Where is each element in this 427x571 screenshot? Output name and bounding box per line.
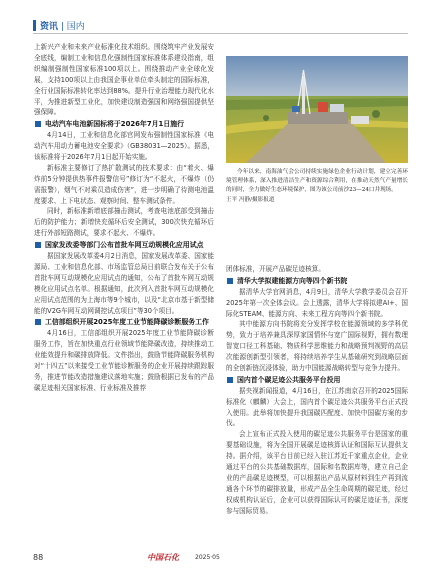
article-paragraph: 会上宣布正式投入使用的碳足迹公共服务平台是国家的重要基础设施，将为全国开展碳足迹核算认证和国际互认提供支持。据介绍，该平台目前已经入驻江苏近千家重点企业，企业通过平台的公共基础数据库，国际和名数据库等，建立自己企业的产品碳足迹模型，可以根据出产品从原材料到生产再到流通各个环节的碳排放量，形成产品全生命周期的碳足迹，经过权威机构认证后，企业可以获得国际认可的碳足迹证书，深度参与国际贸易。	[226, 430, 408, 515]
article-paragraph: 4月16日，工信部组织开展2025年度工业节能降碳诊断服务工作，旨在加快重点行业领域节能降碳改造，持续推动工业能效提升和碳排放降低。文件指出，鼓励节能降碳服务机构对“十四五”以来接受工业节能诊断服务的企业开展持续跟踪服务，推进节能改造措施建议落地实施；鼓励根据已发布的产品碳足迹相关国家标准、行业标准及推荐	[34, 329, 214, 392]
article-paragraph: 新标准主要修订了热扩散测试的技术要求：由“着火、爆炸前5分钟提供热事件报警信号”修订为“不起火，不爆炸（仍需报警），烟气不对乘员造成伤害”，进一步明确了待测电池温度要求、上下电状态、观察时间、整车测试条件。	[34, 163, 214, 205]
right-column	[226, 264, 408, 517]
magazine-logo: 中国石化	[147, 552, 179, 562]
article-heading: 电动汽车电池新国标将于2026年7月1日施行	[34, 119, 214, 130]
section-title: 资讯 | 国内	[40, 22, 85, 32]
article-heading: 工信部组织开展2025年度工业节能降碳诊断服务工作	[34, 317, 214, 328]
page-number: 88	[33, 553, 44, 562]
article-paragraph: 4月14日，工业和信息化部官网发布强制性国家标准《电动汽车用动力蓄电池安全要求》（GB38031—2025）。据悉，该标准将于2026年7月1日起开始实施。	[34, 131, 214, 161]
article-heading: 清华大学拟建能源方向等四个新书院	[226, 276, 408, 287]
article-heading: 国内首个碳足迹公共服务平台投用	[226, 375, 408, 386]
section-header	[33, 18, 408, 34]
article-paragraph: 团体标准，开展产品碳足迹核算。	[226, 265, 325, 273]
section-sub: 国内	[66, 22, 85, 32]
article-paragraph: 据清华大学官网消息，4月9日，清华大学教学委员会召开2025年第一次全体会议。会上透露，清华大学将拟建AI+、国际化STEAM、能源方向、未来工程方向等四个新书院。	[226, 287, 408, 318]
issue-label: 2025·05	[195, 554, 220, 561]
oilfield-photo	[226, 56, 408, 163]
section-name: 资讯	[40, 22, 59, 32]
article-paragraph: 其中能源方向书院将充分发挥学校在能源领域的多学科优势，致力于培养兼具深厚家国情怀与宽广国际视野，拥有数理智宽口径工科基础、物质科学思维能力和战略预判视野的高层次能源创新型引领者，将持续培养学生从基础研究到战略层面的全创新链沉浸体验，助力中国能源战略转型与竞争力提升。	[226, 320, 408, 373]
header-rule	[33, 33, 408, 34]
article-paragraph: 据国家发展改革委4月2日消息，国家发展改革委、国家能源局、工业和信息化部、市场监管总局日前联合发布关于公布首批车网互动规模化应用试点的通知，公布了首批车网互动规模化应用试点名单。根据通知，此次列入首批车网互动规模化应用试点范围的为上海市等9个城市，以及“北京市基于新型储能的V2G车网互动网调控试点项目”等30个项目。	[34, 252, 214, 315]
left-column	[34, 42, 214, 394]
caption-text: 今年以来，南海油气会公司持续实施绿色企业行动计划，建立完善环境管理体系，深入推进清洁生产和资源综合利用，在推动天然气产量增长的同时，全力做好生态环境保护，图为该公司前沙23—24口井现场。	[226, 169, 408, 194]
article-paragraph: 同时，新标准新增底部撞击测试，考查电池底部受到撞击后的防护能力；新增快充循环后安全测试，300次快充循环后进行外部短路测试，要求不起火、不爆炸。	[34, 207, 214, 238]
caption-credit: 王平 冯静/摄影报道	[226, 196, 275, 203]
article-heading: 国家发改委等部门公布首批车网互动规模化应用试点	[34, 240, 214, 251]
article-paragraph: 上新兴产业和未来产业标准化技术组织。围绕筑牢产业发展安全底线，编制工业和信息化强制性国家标准体系建设指南，组织编制强制性国家标准100项以上。围绕推动产业全球化发展，支持100项以上由我国企事业单位牵头制定的国际标准，全行业国际标准转化率达到88%。提升行业治理能力现代化水平，为推进新型工业化，加快建设制造强国和网络强国提供坚强保障。	[34, 43, 214, 117]
section-marker	[33, 20, 36, 31]
page-footer	[33, 553, 408, 565]
photo-caption	[226, 168, 408, 205]
article-paragraph: 据央视新闻报道，4月16日，在江苏南京召开的2025国际标准化（麒麟）大会上，国内首个碳足迹公共服务平台正式投入使用。此举将加快提升我国碳匹配度、加快中国碳方案的步伐。	[226, 386, 408, 428]
